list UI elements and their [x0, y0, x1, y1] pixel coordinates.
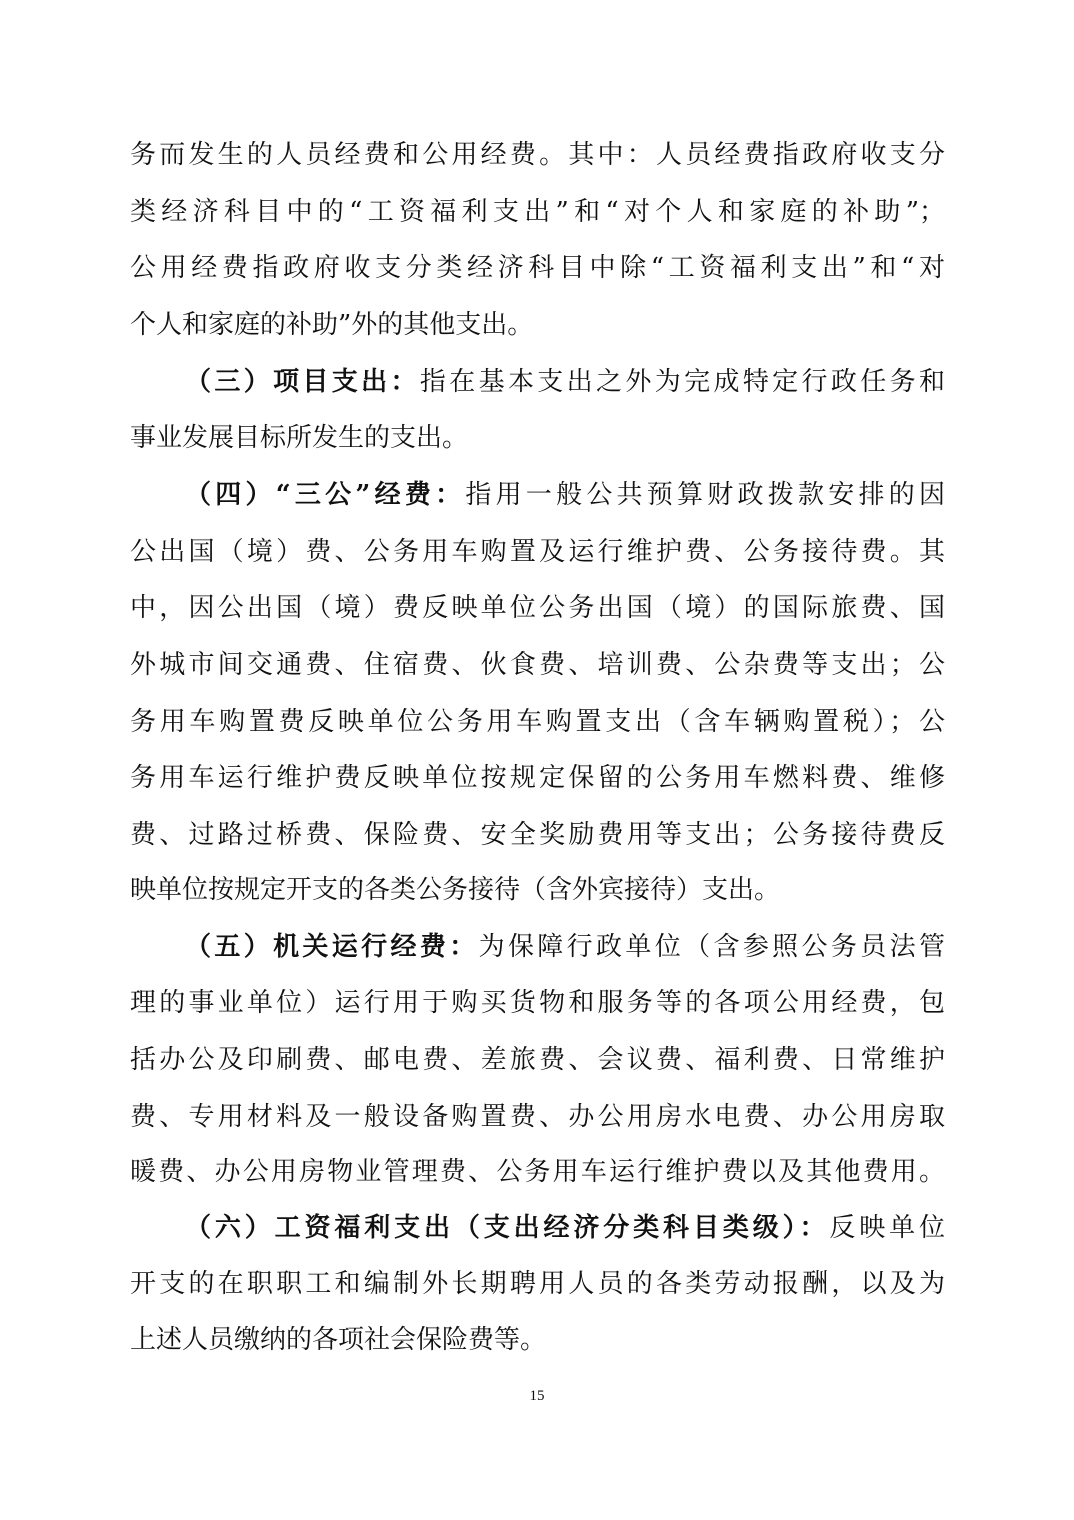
text-line	[130, 1100, 945, 1134]
body-text: 事业发展目标所发生的支出。	[130, 423, 469, 453]
text-line	[130, 308, 945, 342]
text-line	[130, 1043, 945, 1077]
text-line	[130, 761, 945, 795]
text-line	[130, 195, 945, 229]
body-text: 费、专用材料及一般设备购置费、办公用房水电费、办公用房取	[130, 1102, 945, 1132]
body-text: 开支的在职职工和编制外长期聘用人员的各类劳动报酬，以及为	[130, 1269, 945, 1299]
body-text: 中，因公出国（境）费反映单位公务出国（境）的国际旅费、国	[130, 593, 945, 623]
text-line	[130, 648, 945, 682]
text-line	[130, 705, 945, 739]
body-text: 反映单位	[829, 1213, 945, 1243]
text-line	[185, 365, 945, 399]
body-text: 类经济科目中的“工资福利支出”和“对个人和家庭的补助”；	[130, 197, 945, 227]
body-text: 指用一般公共预算财政拨款安排的因	[465, 480, 945, 510]
section-heading: （五）机关运行经费：	[185, 932, 479, 962]
text-line	[130, 818, 945, 852]
body-text: 映单位按规定开支的各类公务接待（含外宾接待）支出。	[130, 875, 781, 905]
body-text: 务用车购置费反映单位公务用车购置支出（含车辆购置税）；公	[130, 707, 945, 737]
body-text: 务而发生的人员经费和公用经费。其中：人员经费指政府收支分	[130, 140, 945, 170]
text-line	[130, 251, 945, 285]
text-line	[130, 1155, 945, 1189]
body-text: 理的事业单位）运行用于购买货物和服务等的各项公用经费，包	[130, 988, 945, 1018]
body-text: 务用车运行维护费反映单位按规定保留的公务用车燃料费、维修	[130, 763, 945, 793]
body-text: 为保障行政单位（含参照公务员法管	[478, 932, 945, 962]
body-text: 外城市间交通费、住宿费、伙食费、培训费、公杂费等支出；公	[130, 650, 945, 680]
text-line	[130, 1267, 945, 1301]
body-text: 费、过路过桥费、保险费、安全奖励费用等支出；公务接待费反	[130, 820, 945, 850]
body-text: 公用经费指政府收支分类经济科目中除“工资福利支出”和“对	[130, 253, 945, 283]
text-line	[130, 986, 945, 1020]
section-heading: （六）工资福利支出（支出经济分类科目类级）：	[185, 1213, 830, 1243]
text-line	[185, 930, 945, 964]
body-text: 公出国（境）费、公务用车购置及运行维护费、公务接待费。其	[130, 537, 945, 567]
body-text: 暖费、办公用房物业管理费、公务用车运行维护费以及其他费用。	[130, 1157, 945, 1187]
page-number: 15	[529, 1388, 545, 1404]
text-line	[130, 421, 945, 455]
text-line	[130, 873, 945, 907]
text-line	[185, 478, 945, 512]
section-heading: （三）项目支出：	[185, 367, 420, 397]
body-text: 括办公及印刷费、邮电费、差旅费、会议费、福利费、日常维护	[130, 1045, 945, 1075]
text-line	[130, 138, 945, 172]
section-heading: （四）“三公”经费：	[185, 480, 466, 510]
text-line	[130, 535, 945, 569]
body-text: 上述人员缴纳的各项社会保险费等。	[130, 1325, 547, 1355]
text-line	[185, 1211, 945, 1245]
text-line	[130, 1323, 945, 1357]
text-line	[130, 591, 945, 625]
body-text: 个人和家庭的补助”外的其他支出。	[130, 310, 534, 340]
body-text: 指在基本支出之外为完成特定行政任务和	[419, 367, 945, 397]
